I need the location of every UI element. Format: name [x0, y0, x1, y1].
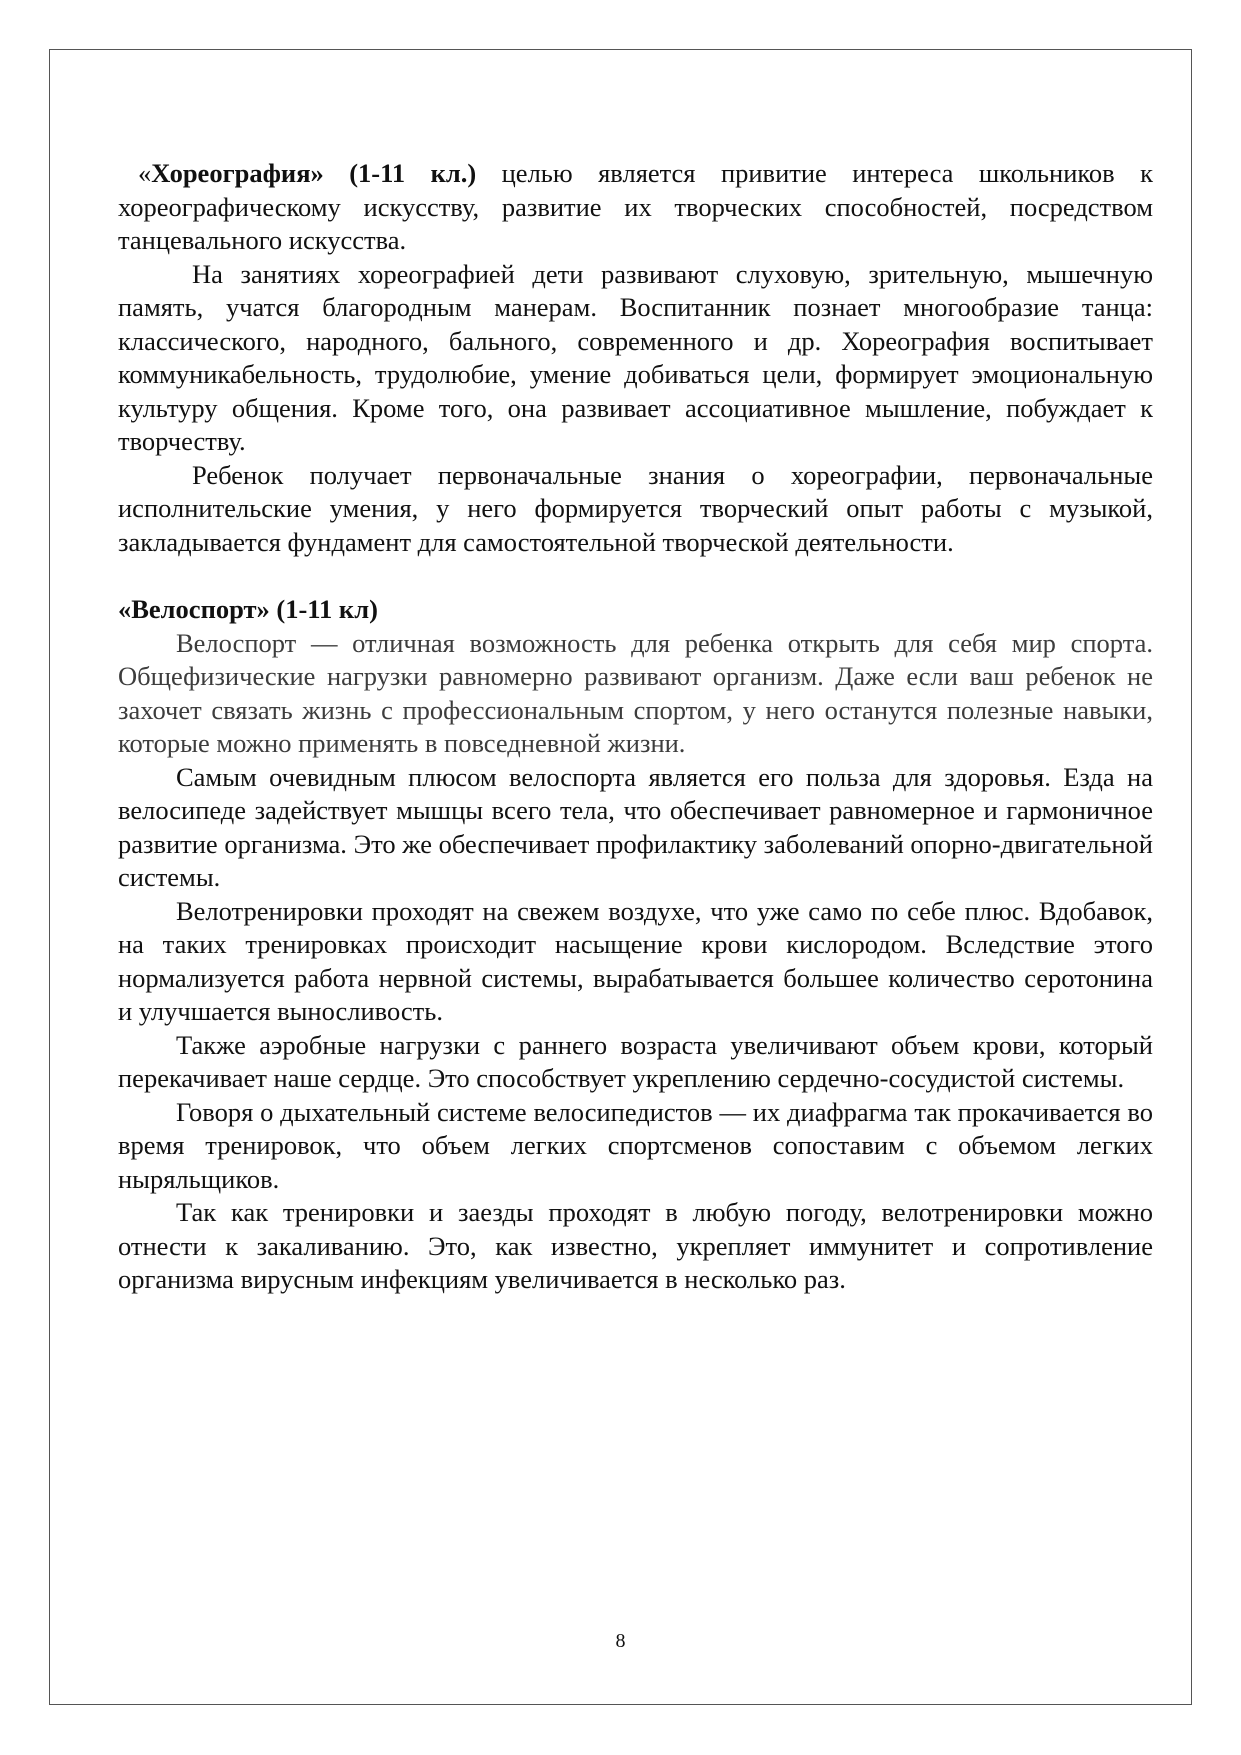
- cycling-paragraph-5: Говоря о дыхательный системе велосипедистов — их диафрагма так прокачивается во время тренировок, что объем легких спортсменов сопоставим с объемом легких ныряльщиков.: [118, 1096, 1153, 1194]
- choreography-intro-text: целью является привитие интереса школьников к хореографическому искусству, развитие их творческих способностей, посредством танцевального искусства.: [118, 158, 1153, 255]
- cycling-paragraph-3: Велотренировки проходят на свежем воздухе, что уже само по себе плюс. Вдобавок, на таких тренировках происходит насыщение крови кислородом. Вследствие этого нормализуется работа нервной системы, вырабатывается большее количество серотонина и улучшается выносливость.: [118, 895, 1153, 1026]
- page-number: 8: [615, 1630, 626, 1652]
- cycling-paragraph-1: Велоспорт — отличная возможность для ребенка открыть для себя мир спорта. Общефизические нагрузки равномерно развивают организм. Даже если ваш ребенок не захочет связать жизнь с профессиональным спортом, у него останутся полезные навыки, которые можно применять в повседневной жизни.: [118, 627, 1153, 758]
- choreography-paragraph-2: На занятиях хореографией дети развивают слуховую, зрительную, мышечную память, учатся благородным манерам. Воспитанник познает многообразие танца: классического, народного, бального, современного и др. Хореография воспитывает коммуникабельность, трудолюбие, умение добиваться цели, формирует эмоциональную культуру общения. Кроме того, она развивает ассоциативное мышление, побуждает к творчеству.: [118, 258, 1153, 456]
- cycling-title: «Велоспорт» (1-11 кл): [118, 594, 378, 624]
- choreography-paragraph-3: Ребенок получает первоначальные знания о хореографии, первоначальные исполнительские умения, у него формируется творческий опыт работы с музыкой, закладывается фундамент для самостоятельной творческой деятельности.: [118, 459, 1153, 557]
- choreography-intro: [118, 157, 1153, 258]
- cycling-paragraph-2: Самым очевидным плюсом велоспорта является его польза для здоровья. Езда на велосипеде задействует мышцы всего тела, что обеспечивает равномерное и гармоничное развитие организма. Это же обеспечивает профилактику заболеваний опорно-двигательной системы.: [118, 761, 1153, 892]
- cycling-paragraph-4: Также аэробные нагрузки с раннего возраста увеличивают объем крови, который перекачивает наше сердце. Это способствует укреплению сердечно-сосудистой системы.: [118, 1029, 1153, 1093]
- choreography-title: Хореография» (1-11 кл.): [151, 158, 477, 188]
- document-body: [118, 157, 1153, 1297]
- cycling-paragraph-6: Так как тренировки и заезды проходят в любую погоду, велотренировки можно отнести к закаливанию. Это, как известно, укрепляет иммунитет и сопротивление организма вирусным инфекциям увеличивается в несколько раз.: [118, 1197, 1153, 1294]
- choreography-quote-mark: «: [138, 158, 152, 188]
